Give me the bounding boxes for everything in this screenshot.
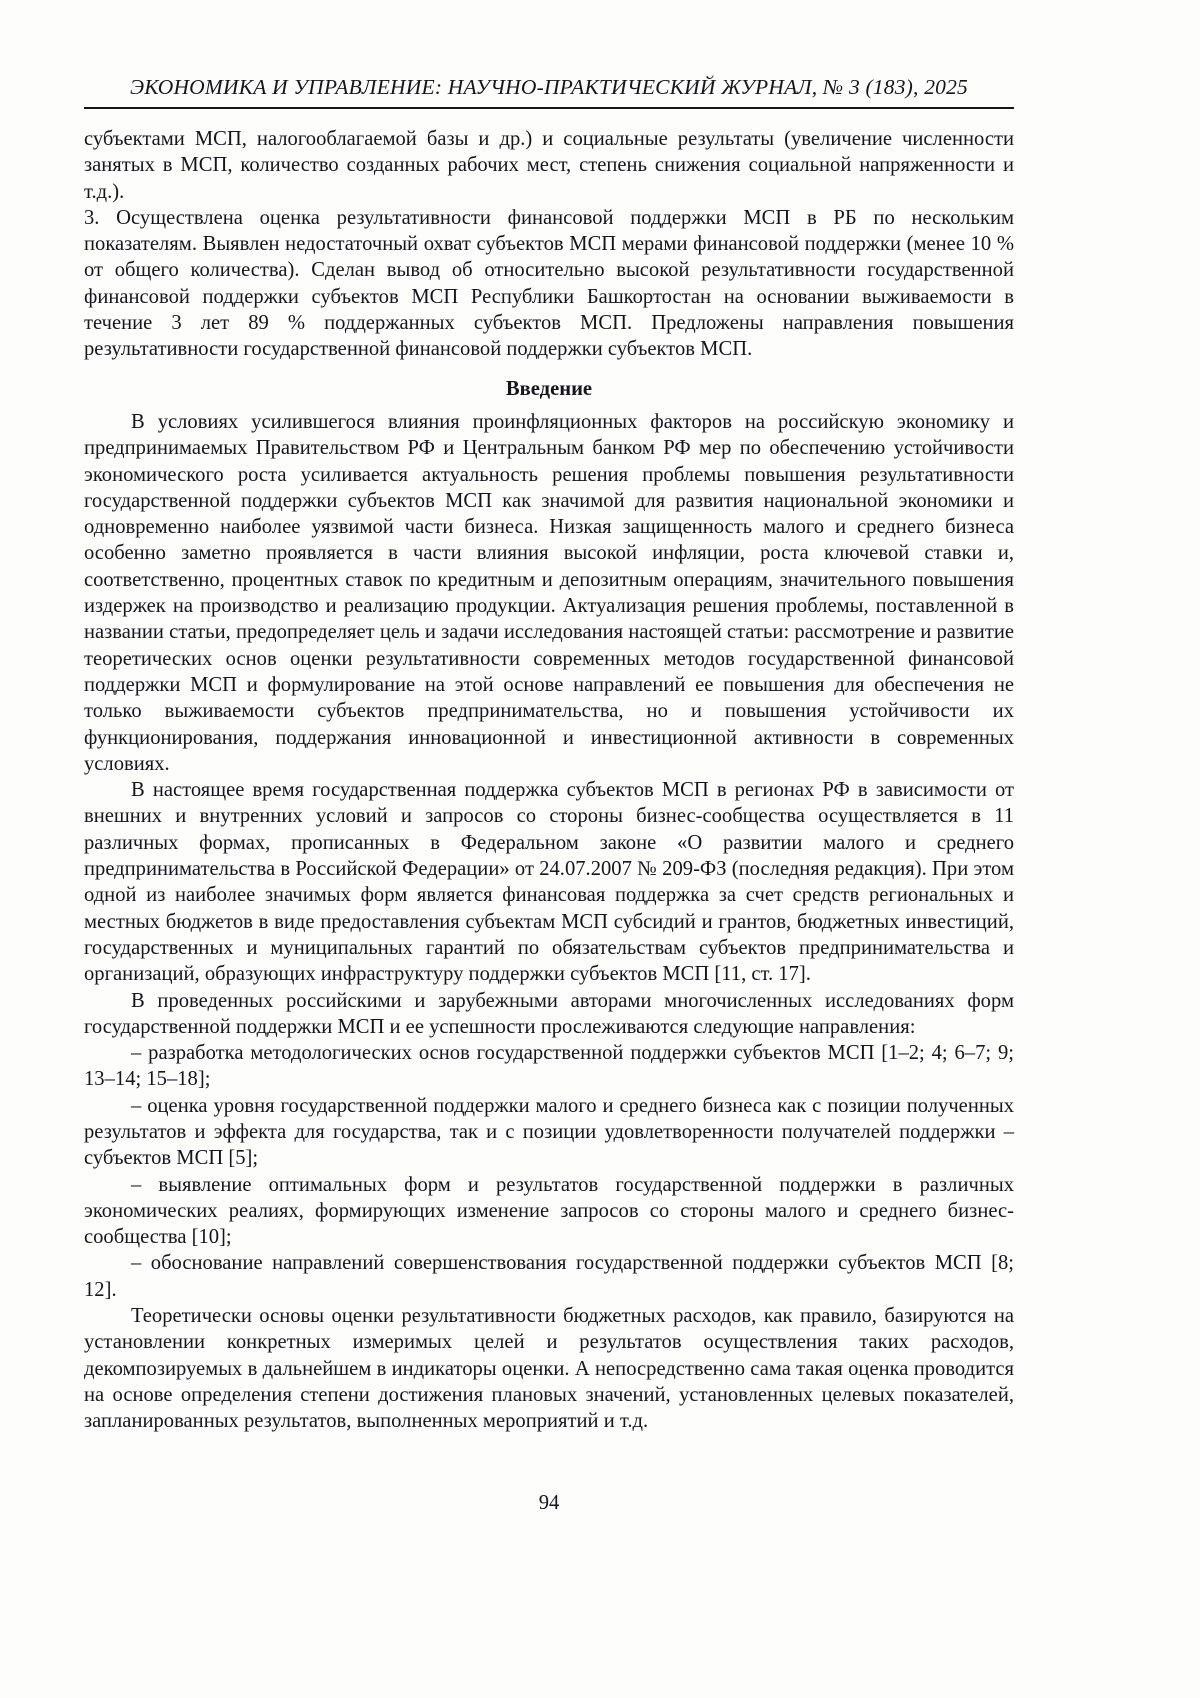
intro-paragraph-1: В условиях усилившегося влияния проинфляционных факторов на российскую экономику и предпринимаемых Правительством РФ и Центральным банком РФ мер по обеспечению устойчивости экономического роста усиливается актуальность решения проблемы повышения результативности государственной поддержки субъектов МСП как значимой для развития национальной экономики и одновременно наиболее уязвимой части бизнеса. Низкая защищенность малого и среднего бизнеса особенно заметно проявляется в части влияния высокой инфляции, роста ключевой ставки и, соответственно, процентных ставок по кредитным и депозитным операциям, значительного повышения издержек на производство и реализацию продукции. Актуализация решения проблемы, поставленной в названии статьи, предопределяет цель и задачи исследования настоящей статьи: рассмотрение и развитие теоретических основ оценки результативности современных методов государственной финансовой поддержки МСП и формулирование на этой основе направлений ее повышения для обеспечения не только выживаемости субъектов предпринимательства, но и повышения устойчивости их функционирования, поддержания инновационной и инвестиционной активности в современных условиях.: [84, 410, 1014, 775]
abstract-conclusion-item-3: 3. Осуществлена оценка результативности финансовой поддержки МСП в РБ по нескольким показателям. Выявлен недостаточный охват субъектов МСП мерами финансовой поддержки (менее 10 % от общего количества). Сделан вывод об относительно высокой результативности государственной финансовой поддержки субъектов МСП Республики Башкортостан на основании выживаемости в течение 3 лет 89 % поддержанных субъектов МСП. Предложены направления повышения результативности государственной финансовой поддержки субъектов МСП.: [84, 206, 1014, 361]
research-direction-item-2: – оценка уровня государственной поддержки малого и среднего бизнеса как с позиции полученных результатов и эффекта для государства, так и с позиции удовлетворенности получателей поддержки – субъектов МСП [5];: [84, 1094, 1014, 1170]
journal-header-title: ЭКОНОМИКА И УПРАВЛЕНИЕ: НАУЧНО-ПРАКТИЧЕСКИЙ ЖУРНАЛ, № 3 (183), 2025: [129, 75, 968, 99]
intro-paragraph-4: Теоретически основы оценки результативности бюджетных расходов, как правило, базируются на установлении конкретных измеримых целей и результатов осуществления таких расходов, декомпозируемых в дальнейшем в индикаторы оценки. А непосредственно сама такая оценка проводится на основе определения степени достижения плановых значений, установленных целевых показателей, запланированных результатов, выполненных мероприятий и т.д.: [84, 1305, 1014, 1433]
page-number: 94: [538, 1492, 560, 1514]
intro-paragraph-2: В настоящее время государственная поддержка субъектов МСП в регионах РФ в зависимости от внешних и внутренних условий и запросов со стороны бизнес-сообщества осуществляется в 11 различных формах, прописанных в Федеральном законе «О развитии малого и среднего предпринимательства в Российской Федерации» от 24.07.2007 № 209-ФЗ (последняя редакция). При этом одной из наиболее значимых форм является финансовая поддержка за счет средств региональных и местных бюджетов в виде предоставления субъектам МСП субсидий и грантов, бюджетных инвестиций, государственных и муниципальных гарантий по обязательствам субъектов предпринимательства и организаций, образующих инфраструктуру поддержки субъектов МСП [11, ст. 17].: [84, 779, 1014, 986]
research-direction-item-4: – обоснование направлений совершенствования государственной поддержки субъектов МСП [8; 12].: [84, 1252, 1014, 1301]
research-direction-item-3: – выявление оптимальных форм и результатов государственной поддержки в различных экономических реалиях, формирующих изменение запросов со стороны малого и среднего бизнес-сообщества [10];: [84, 1173, 1014, 1249]
header-rule: [84, 107, 1014, 109]
page-footer: [84, 1490, 1014, 1516]
running-header: [84, 74, 1014, 109]
abstract-continuation-paragraph: субъектами МСП, налогооблагаемой базы и др.) и социальные результаты (увеличение численности занятых в МСП, количество созданных рабочих мест, степень снижения социальной напряженности и т.д.).: [84, 128, 1014, 203]
research-direction-item-1: – разработка методологических основ государственной поддержки субъектов МСП [1–2; 4; 6–7; 9; 13–14; 15–18];: [84, 1042, 1014, 1091]
intro-paragraph-3: В проведенных российскими и зарубежными авторами многочисленных исследованиях форм государственной поддержки МСП и ее успешности прослеживаются следующие направления:: [84, 989, 1014, 1038]
section-heading-introduction: Введение: [505, 377, 593, 400]
article-body: [84, 126, 1014, 1435]
